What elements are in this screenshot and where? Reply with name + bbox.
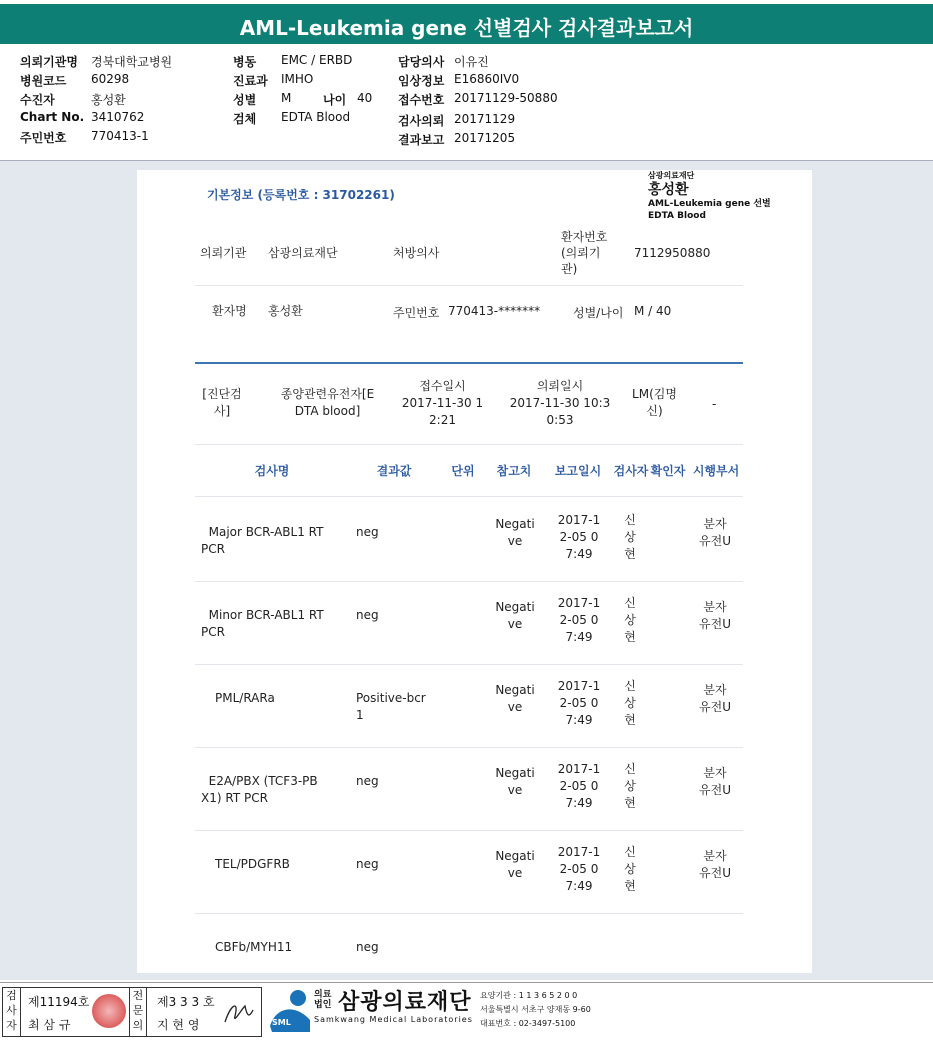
result-value: neg — [356, 940, 379, 954]
reference-value: Negati ve — [495, 600, 535, 631]
org-code: 요양기관 : 1 1 3 6 5 2 0 0 — [480, 991, 578, 1000]
row-divider — [195, 830, 743, 831]
department: 분자 유전U — [699, 766, 731, 797]
header-value: 경북대학교병원 — [91, 55, 173, 69]
tester-name: 신 상 현 — [624, 679, 636, 727]
header-label: 병동 — [233, 55, 257, 69]
report-title: AML-Leukemia gene 선별검사 검사결과보고서 — [0, 0, 933, 44]
org-prefix: 의료 법인 — [314, 990, 332, 1010]
requested-value: 2017-11-30 10:3 0:53 — [509, 396, 611, 427]
row-divider — [195, 913, 743, 914]
result-value: neg — [356, 525, 379, 539]
signature-box — [2, 987, 262, 1037]
age-value: 40 — [357, 91, 373, 105]
reviewer-label: 전 문 의 — [129, 988, 147, 1036]
received-label: 접수일시 — [419, 379, 466, 393]
order-test: 종양관련유전자[E DTA blood] — [280, 387, 375, 418]
sml-logo-text: SML — [272, 1018, 291, 1027]
report-date: 2017-1 2-05 0 7:49 — [557, 845, 601, 893]
header-value: IMHO — [281, 72, 314, 86]
org-address: 서울특별시 서초구 양재동 9-60 — [480, 1005, 591, 1014]
tester-seal — [92, 994, 126, 1028]
department: 분자 유전U — [699, 683, 731, 714]
org-english: Samkwang Medical Laboratories — [314, 1015, 473, 1024]
tester-label: 검 사 자 — [3, 988, 21, 1036]
patient-number-label: 환자번호 (의뢰기 관) — [561, 230, 608, 276]
report-date: 2017-1 2-05 0 7:49 — [557, 679, 601, 727]
section-title: 기본정보 (등록번호 : 31702261) — [207, 188, 395, 202]
header-label: 주민번호 — [20, 131, 67, 145]
tester-name: 신 상 현 — [624, 762, 636, 810]
divider — [195, 285, 743, 286]
row-divider — [195, 747, 743, 748]
header-label: 결과보고 — [398, 133, 445, 147]
header-value: 20171205 — [454, 131, 516, 145]
header-label: 병원코드 — [20, 74, 67, 88]
header-value: 20171129-50880 — [454, 91, 558, 105]
agency-label: 의뢰기관 — [200, 246, 247, 260]
doctor-label: 처방의사 — [393, 246, 440, 260]
department: 분자 유전U — [699, 517, 731, 548]
divider — [195, 496, 743, 497]
result-value: neg — [356, 857, 379, 871]
report-header — [0, 50, 933, 160]
header-value: 3410762 — [91, 110, 145, 124]
result-value: neg — [356, 774, 379, 788]
header-value: E16860IV0 — [454, 72, 520, 86]
header-label: 수진자 — [20, 93, 55, 107]
column-header: 검사자 — [613, 464, 649, 478]
test-name: PML/RARa — [215, 691, 275, 705]
patient-name-label: 환자명 — [212, 304, 247, 318]
reference-value: Negati ve — [495, 517, 535, 548]
department: 분자 유전U — [699, 600, 731, 631]
agency-value: 삼광의료재단 — [268, 246, 338, 260]
reference-value: Negati ve — [495, 849, 535, 880]
row-divider — [195, 664, 743, 665]
header-value: 이유진 — [454, 55, 489, 69]
rrn-value: 770413-******* — [448, 304, 541, 318]
report-date: 2017-1 2-05 0 7:49 — [557, 596, 601, 644]
department: 분자 유전U — [699, 849, 731, 880]
header-value: 20171129 — [454, 112, 516, 126]
order-dash: - — [712, 397, 717, 411]
test-name: Major BCR-ABL1 RT PCR — [201, 525, 324, 556]
header-label: 접수번호 — [398, 93, 445, 107]
header-label: Chart No. — [20, 110, 85, 124]
patient-number-value: 7112950880 — [634, 246, 711, 260]
patient-name-value: 홍성환 — [268, 304, 303, 318]
stamp-specimen: EDTA Blood — [648, 211, 706, 221]
column-header: 참고치 — [496, 464, 532, 478]
column-header: 보고일시 — [554, 464, 602, 478]
tester-name: 최 삼 규 — [28, 1018, 71, 1032]
reviewer-license: 제3 3 3 호 — [157, 995, 215, 1009]
specimen-label — [648, 170, 788, 222]
header-value: 770413-1 — [91, 129, 149, 143]
header-value: EDTA Blood — [281, 110, 351, 124]
stamp-test: AML-Leukemia gene 선별 — [648, 199, 771, 209]
row-divider — [195, 581, 743, 582]
test-name: E2A/PBX (TCF3-PB X1) RT PCR — [201, 774, 318, 805]
sex-age-value: M / 40 — [634, 304, 672, 318]
header-label: 검체 — [233, 112, 257, 126]
stamp-org: 삼광의료재단 — [648, 171, 695, 180]
requested-label: 의뢰일시 — [536, 379, 584, 393]
column-header: 결과값 — [376, 464, 412, 478]
tester-name: 신 상 현 — [624, 596, 636, 644]
column-header: 검사명 — [254, 464, 290, 478]
order-category: [진단검 사] — [202, 387, 242, 418]
org-phone: 대표번호 : 02-3497-5100 — [480, 1019, 576, 1028]
header-label: 성별 — [233, 93, 257, 107]
divider — [195, 444, 743, 445]
received-value: 2017-11-30 1 2:21 — [401, 396, 484, 427]
header-label: 검사의뢰 — [398, 114, 445, 128]
test-name: Minor BCR-ABL1 RT PCR — [201, 608, 324, 639]
header-value: 홍성환 — [91, 93, 126, 107]
sex-age-label: 성별/나이 — [573, 306, 624, 320]
reviewer-name: 지 현 영 — [157, 1018, 200, 1032]
header-label: 담당의사 — [398, 55, 445, 69]
reference-value: Negati ve — [495, 766, 535, 797]
org-name: 삼광의료재단 — [338, 990, 472, 1015]
reference-value: Negati ve — [495, 683, 535, 714]
header-value: 60298 — [91, 72, 130, 86]
order-dept: LM(김명 신) — [632, 387, 677, 418]
stamp-name: 홍성환 — [648, 182, 689, 198]
result-value: neg — [356, 608, 379, 622]
result-value: Positive-bcr 1 — [356, 691, 426, 722]
age-label: 나이 — [323, 93, 347, 107]
header-label: 진료과 — [233, 74, 268, 88]
header-value: M — [281, 91, 292, 105]
tester-license: 제11194호 — [28, 995, 90, 1009]
report-date: 2017-1 2-05 0 7:49 — [557, 762, 601, 810]
tester-name: 신 상 현 — [624, 513, 636, 561]
column-header: 시행부서 — [692, 464, 740, 478]
report-date: 2017-1 2-05 0 7:49 — [557, 513, 601, 561]
column-header: 확인자 — [650, 464, 686, 478]
column-header: 단위 — [451, 464, 475, 478]
header-label: 의뢰기관명 — [20, 55, 78, 69]
section-divider — [195, 362, 743, 364]
test-name: TEL/PDGFRB — [215, 857, 290, 871]
test-name: CBFb/MYH11 — [215, 940, 293, 954]
tester-name: 신 상 현 — [624, 845, 636, 893]
rrn-label: 주민번호 — [393, 306, 440, 320]
header-label: 임상정보 — [398, 74, 445, 88]
reviewer-signature — [221, 996, 257, 1028]
header-value: EMC / ERBD — [281, 53, 353, 67]
sml-logo — [268, 986, 312, 1034]
